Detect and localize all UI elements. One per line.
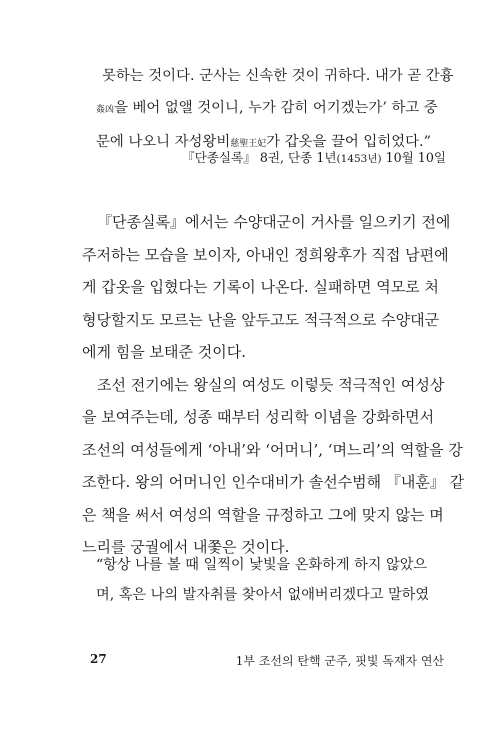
paragraph2-line: 조한다. 왕의 어머니인 인수대비가 솔선수범해 『내훈』 같 (82, 473, 465, 491)
quote1-line-2 (96, 92, 446, 126)
running-title: 1부 조선의 탄핵 군주, 핏빛 독재자 연산 (235, 654, 444, 668)
quote1-line-3-post: 가 갑옷을 끌어 입히었다.” (266, 134, 431, 150)
quote2-line-1: “항상 나를 볼 때 일찍이 낯빛을 온화하게 하지 않았으 (96, 557, 428, 573)
quote-block-1 (96, 60, 454, 160)
page-number: 27 (90, 652, 107, 666)
hanja-annotation: 慈聖王妃 (230, 139, 267, 149)
quote1-line-1: 못하는 것이다. 군사는 신속한 것이 귀하다. 내가 곧 간흉 (102, 68, 454, 84)
quote1-line-2-text: 을 베어 없앨 것이니, 누가 감히 어기겠는가’ 하고 중 (114, 100, 438, 116)
quote2-line-2: 며, 혹은 나의 발자취를 찾아서 없애버리겠다고 말하였 (96, 587, 430, 603)
hanja-annotation: 姦凶 (96, 105, 115, 115)
body-text (82, 206, 465, 564)
paragraph2-line: 은 책을 써서 여성의 역할을 규정하고 그에 맞지 않는 며 (82, 505, 444, 524)
citation-year: (1453년) (336, 153, 382, 165)
paragraph2-line: 조선의 여성들에게 ‘아내’와 ‘어머니’, ‘며느리’의 역할을 강 (82, 440, 463, 459)
paragraph2-line: 느리를 궁궐에서 내쫓은 것이다. (82, 538, 290, 556)
citation-main: 『단종실록』 8권, 단종 1년 (181, 150, 337, 165)
citation-date: 10월 10일 (381, 150, 446, 165)
paragraph2-line: 조선 전기에는 왕실의 여성도 이렇듯 적극적인 여성상 (97, 375, 445, 394)
paragraph2-line: 을 보여주는데, 성종 때부터 성리학 이념을 강화하면서 (82, 408, 435, 426)
paragraph1-line: 에게 힘을 보태준 것이다. (82, 343, 246, 361)
paragraph1-line: 『단종실록』에서는 수양대군이 거사를 일으키기 전에 (97, 213, 451, 231)
paragraph1-line: 주저하는 모습을 보이자, 아내인 정희왕후가 직접 남편에 (82, 245, 449, 264)
paragraph1-line: 게 갑옷을 입혔다는 기록이 나온다. 실패하면 역모로 처 (82, 278, 439, 296)
quote-block-2 (96, 550, 452, 610)
quote1-line-3-pre: 문에 나오니 자성왕비 (96, 134, 231, 150)
paragraph1-line: 형당할지도 모르는 난을 앞두고도 적극적으로 수양대군 (82, 310, 440, 329)
citation-source (182, 148, 446, 169)
